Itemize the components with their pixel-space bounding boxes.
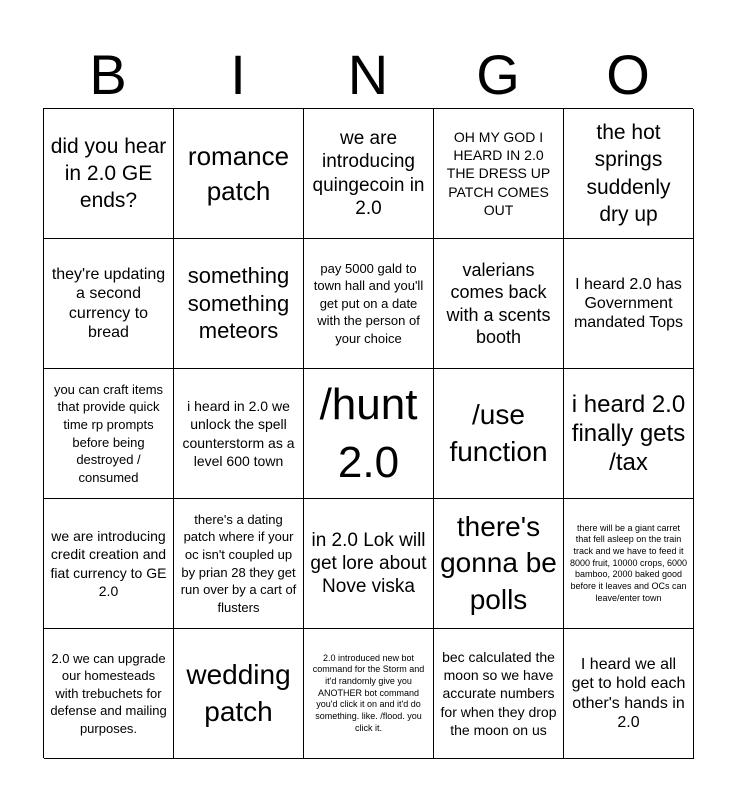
cell-text: /hunt 2.0 bbox=[319, 380, 418, 487]
cell-text: there's a dating patch where if your oc isn't coupled up by prian 28 they get run over by a cart of flusters bbox=[180, 511, 297, 615]
header-letter-b: B bbox=[89, 43, 127, 106]
bingo-cell-r1c1[interactable] bbox=[44, 109, 174, 239]
bingo-cell-r1c3[interactable] bbox=[304, 109, 434, 239]
cell-text: /use function bbox=[449, 399, 548, 467]
bingo-cell-r5c4[interactable] bbox=[434, 629, 564, 759]
cell-text: something something meteors bbox=[187, 263, 290, 344]
bingo-cell-r5c2[interactable] bbox=[174, 629, 304, 759]
cell-text: valerians comes back with a scents booth bbox=[446, 259, 551, 347]
bingo-cell-r3c1[interactable] bbox=[44, 369, 174, 499]
cell-text: there's gonna be polls bbox=[440, 510, 557, 615]
bingo-cell-r1c2[interactable] bbox=[174, 109, 304, 239]
bingo-cell-r1c4[interactable] bbox=[434, 109, 564, 239]
cell-text: I heard 2.0 has Government mandated Tops bbox=[573, 275, 684, 332]
cell-text: the hot springs suddenly dry up bbox=[586, 120, 671, 226]
cell-text: wedding patch bbox=[186, 659, 291, 727]
header-letter-i: I bbox=[230, 43, 246, 106]
header-letter-g: G bbox=[476, 43, 520, 106]
cell-text: we are introducing quingecoin in 2.0 bbox=[312, 128, 425, 219]
cell-text: i heard in 2.0 we unlock the spell counterstorm as a level 600 town bbox=[182, 398, 295, 469]
bingo-card-grid bbox=[43, 108, 693, 758]
bingo-cell-r4c5[interactable] bbox=[564, 499, 694, 629]
cell-text: you can craft items that provide quick time rp prompts before being destroyed / consumed bbox=[53, 381, 164, 485]
cell-text: pay 5000 gald to town hall and you'll get put on a date with the person of your choice bbox=[313, 260, 424, 346]
cell-text: 2.0 introduced new bot command for the Storm and it'd randomly give you ANOTHER bot command you'd click it on and it'd do something. like. /flood. you click it. bbox=[312, 652, 425, 733]
bingo-cell-r2c1[interactable] bbox=[44, 239, 174, 369]
cell-text: there will be a giant carret that fell asleep on the train track and we have to feed it 8000 fruit, 10000 crops, 6000 bamboo, 2000 baked good before it leaves and OCs can leave/enter town bbox=[569, 522, 688, 603]
cell-text: romance patch bbox=[187, 141, 290, 206]
bingo-cell-r2c5[interactable] bbox=[564, 239, 694, 369]
cell-text: bec calculated the moon so we have accurate numbers for when they drop the moon on us bbox=[440, 649, 557, 738]
header-letter-o: O bbox=[606, 43, 650, 106]
bingo-cell-r2c3[interactable] bbox=[304, 239, 434, 369]
cell-text: OH MY GOD I HEARD IN 2.0 THE DRESS UP PATCH COMES OUT bbox=[446, 129, 551, 218]
cell-text: they're updating a second currency to bread bbox=[51, 266, 166, 341]
cell-text: i heard 2.0 finally gets /tax bbox=[571, 390, 686, 477]
cell-text: 2.0 we can upgrade our homesteads with trebuchets for defense and mailing purposes. bbox=[50, 650, 167, 736]
bingo-cell-r3c5[interactable] bbox=[564, 369, 694, 499]
cell-text: did you hear in 2.0 GE ends? bbox=[50, 134, 167, 213]
bingo-cell-r3c4[interactable] bbox=[434, 369, 564, 499]
cell-text: in 2.0 Lok will get lore about Nove viska bbox=[310, 529, 427, 598]
bingo-cell-r3c3[interactable] bbox=[304, 369, 434, 499]
bingo-header bbox=[43, 42, 693, 108]
cell-text: I heard we all get to hold each other's hands in 2.0 bbox=[571, 656, 686, 731]
bingo-cell-r3c2[interactable] bbox=[174, 369, 304, 499]
bingo-cell-r2c4[interactable] bbox=[434, 239, 564, 369]
header-letter-n: N bbox=[347, 43, 389, 106]
bingo-cell-r4c2[interactable] bbox=[174, 499, 304, 629]
bingo-cell-r5c1[interactable] bbox=[44, 629, 174, 759]
bingo-cell-r1c5[interactable] bbox=[564, 109, 694, 239]
bingo-cell-r2c2[interactable] bbox=[174, 239, 304, 369]
bingo-cell-r4c4[interactable] bbox=[434, 499, 564, 629]
bingo-cell-r5c3[interactable] bbox=[304, 629, 434, 759]
cell-text: we are introducing credit creation and fiat currency to GE 2.0 bbox=[50, 528, 167, 599]
bingo-cell-r4c1[interactable] bbox=[44, 499, 174, 629]
bingo-cell-r5c5[interactable] bbox=[564, 629, 694, 759]
bingo-cell-r4c3[interactable] bbox=[304, 499, 434, 629]
